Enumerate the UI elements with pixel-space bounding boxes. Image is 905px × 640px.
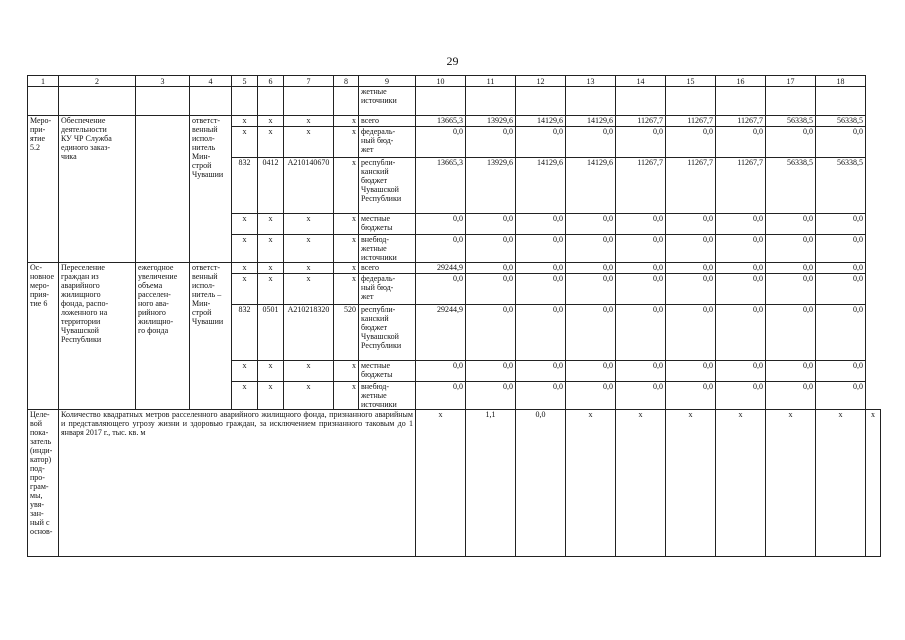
- amount-cell: 0,0: [766, 361, 816, 382]
- amount-cell: 0,0: [766, 235, 816, 263]
- empty-cell: [59, 87, 136, 116]
- grbs-code: x: [232, 116, 258, 127]
- indicator-value: x: [816, 410, 866, 557]
- indicator-value: x: [716, 410, 766, 557]
- amount-cell: 0,0: [666, 235, 716, 263]
- amount-cell: 0,0: [616, 127, 666, 158]
- grbs-code: 832: [232, 158, 258, 214]
- source-cell: жетные источники: [359, 87, 416, 116]
- section-code: x: [258, 116, 284, 127]
- column-number-header: 1: [28, 76, 59, 87]
- amount-cell: 0,0: [616, 382, 666, 410]
- amount-cell: 0,0: [466, 274, 516, 305]
- column-number-header: 6: [258, 76, 284, 87]
- grbs-code: x: [232, 235, 258, 263]
- amount-cell: 13929,6: [466, 116, 516, 127]
- target-article-code: x: [284, 382, 334, 410]
- amount-cell: 0,0: [416, 235, 466, 263]
- amount-cell: 0,0: [566, 127, 616, 158]
- amount-cell: 0,0: [716, 127, 766, 158]
- column-number-header: 13: [566, 76, 616, 87]
- funding-source: всего: [359, 263, 416, 274]
- target-article-code: x: [284, 116, 334, 127]
- amount-cell: 0,0: [516, 361, 566, 382]
- expense-type-code: x: [334, 382, 359, 410]
- amount-cell: 0,0: [616, 214, 666, 235]
- funding-source: местные бюджеты: [359, 214, 416, 235]
- empty-cell: [516, 87, 566, 116]
- amount-cell: 0,0: [816, 305, 866, 361]
- amount-cell: 0,0: [816, 382, 866, 410]
- amount-cell: 0,0: [816, 263, 866, 274]
- amount-cell: 0,0: [766, 263, 816, 274]
- grbs-code: x: [232, 127, 258, 158]
- amount-cell: 0,0: [516, 127, 566, 158]
- measure-5-2-code: Меро- при- ятие 5.2: [28, 116, 59, 263]
- amount-cell: 13665,3: [416, 116, 466, 127]
- section-code: 0412: [258, 158, 284, 214]
- expense-type-code: x: [334, 235, 359, 263]
- indicator-value: x: [616, 410, 666, 557]
- amount-cell: 0,0: [416, 361, 466, 382]
- amount-cell: 0,0: [466, 382, 516, 410]
- section-code: x: [258, 235, 284, 263]
- measure-5-2-goal: [136, 116, 190, 263]
- amount-cell: 11267,7: [666, 158, 716, 214]
- amount-cell: 0,0: [666, 263, 716, 274]
- budget-table: [27, 75, 881, 557]
- amount-cell: 0,0: [766, 127, 816, 158]
- target-article-code: x: [284, 361, 334, 382]
- page-number: 29: [446, 54, 459, 68]
- amount-cell: 0,0: [516, 274, 566, 305]
- main-measure-6-executor: ответст- венный испол- нитель – Мин- строй Чувашии: [190, 263, 232, 410]
- amount-cell: 0,0: [616, 235, 666, 263]
- amount-cell: 0,0: [816, 127, 866, 158]
- section-code: x: [258, 214, 284, 235]
- main-measure-6-row: [28, 263, 881, 274]
- amount-cell: 0,0: [466, 235, 516, 263]
- target-article-code: А210140670: [284, 158, 334, 214]
- target-article-code: x: [284, 127, 334, 158]
- amount-cell: 11267,7: [716, 116, 766, 127]
- amount-cell: 29244,9: [416, 305, 466, 361]
- target-article-code: x: [284, 263, 334, 274]
- amount-cell: 0,0: [716, 263, 766, 274]
- amount-cell: 14129,6: [566, 158, 616, 214]
- section-code: x: [258, 127, 284, 158]
- expense-type-code: x: [334, 361, 359, 382]
- amount-cell: 11267,7: [616, 158, 666, 214]
- empty-cell: [136, 87, 190, 116]
- column-number-header: 8: [334, 76, 359, 87]
- target-indicator-row: [28, 410, 881, 557]
- empty-cell: [466, 87, 516, 116]
- column-number-header: 16: [716, 76, 766, 87]
- amount-cell: 0,0: [466, 361, 516, 382]
- amount-cell: 0,0: [716, 214, 766, 235]
- indicator-value: x: [416, 410, 466, 557]
- main-measure-6-code: Ос- новное меро- прия- тие 6: [28, 263, 59, 410]
- indicator-value: x: [666, 410, 716, 557]
- amount-cell: 0,0: [416, 274, 466, 305]
- indicator-value: 0,0: [516, 410, 566, 557]
- amount-cell: 14129,6: [516, 158, 566, 214]
- amount-cell: 56338,5: [766, 158, 816, 214]
- column-number-header: 7: [284, 76, 334, 87]
- grbs-code: x: [232, 263, 258, 274]
- amount-cell: 0,0: [566, 214, 616, 235]
- amount-cell: 0,0: [716, 305, 766, 361]
- amount-cell: 13929,6: [466, 158, 516, 214]
- amount-cell: 0,0: [816, 361, 866, 382]
- amount-cell: 0,0: [416, 382, 466, 410]
- indicator-value: x: [766, 410, 816, 557]
- amount-cell: 0,0: [466, 127, 516, 158]
- expense-type-code: 520: [334, 305, 359, 361]
- column-number-header: 3: [136, 76, 190, 87]
- grbs-code: 832: [232, 305, 258, 361]
- amount-cell: 0,0: [566, 382, 616, 410]
- indicator-value: x: [566, 410, 616, 557]
- empty-cell: [716, 87, 766, 116]
- amount-cell: 0,0: [766, 274, 816, 305]
- amount-cell: 0,0: [466, 214, 516, 235]
- expense-type-code: x: [334, 263, 359, 274]
- amount-cell: 0,0: [766, 214, 816, 235]
- amount-cell: 0,0: [566, 263, 616, 274]
- column-number-header: 11: [466, 76, 516, 87]
- amount-cell: 0,0: [666, 274, 716, 305]
- empty-cell: [284, 87, 334, 116]
- expense-type-code: x: [334, 127, 359, 158]
- target-article-code: x: [284, 235, 334, 263]
- amount-cell: 0,0: [516, 305, 566, 361]
- funding-source: внебюд- жетные источники: [359, 382, 416, 410]
- amount-cell: 0,0: [566, 361, 616, 382]
- measure-5-2-name: Обеспечение деятельности КУ ЧР Служба единого заказ- чика: [59, 116, 136, 263]
- funding-source: федераль- ный бюд- жет: [359, 127, 416, 158]
- grbs-code: x: [232, 214, 258, 235]
- empty-cell: [566, 87, 616, 116]
- amount-cell: 0,0: [416, 214, 466, 235]
- funding-source: республи- канский бюджет Чувашской Республики: [359, 305, 416, 361]
- amount-cell: 0,0: [766, 305, 816, 361]
- amount-cell: 0,0: [716, 235, 766, 263]
- amount-cell: 14129,6: [516, 116, 566, 127]
- amount-cell: 11267,7: [716, 158, 766, 214]
- empty-cell: [258, 87, 284, 116]
- funding-source: всего: [359, 116, 416, 127]
- amount-cell: 13665,3: [416, 158, 466, 214]
- column-number-header: 2: [59, 76, 136, 87]
- amount-cell: 0,0: [616, 274, 666, 305]
- grbs-code: x: [232, 382, 258, 410]
- empty-cell: [616, 87, 666, 116]
- amount-cell: 56338,5: [816, 116, 866, 127]
- amount-cell: 0,0: [816, 214, 866, 235]
- column-number-header: 18: [816, 76, 866, 87]
- target-article-code: А210218320: [284, 305, 334, 361]
- amount-cell: 0,0: [516, 382, 566, 410]
- column-number-header: 4: [190, 76, 232, 87]
- amount-cell: 0,0: [666, 127, 716, 158]
- empty-cell: [190, 87, 232, 116]
- funding-source: республи- канский бюджет Чувашской Республики: [359, 158, 416, 214]
- column-number-header: 5: [232, 76, 258, 87]
- amount-cell: 0,0: [666, 382, 716, 410]
- main-measure-6-name: Переселение граждан из аварийного жилищного фонда, распо- ложенного на территории Чувашской Республики: [59, 263, 136, 410]
- amount-cell: 0,0: [816, 274, 866, 305]
- target-indicator-description: Количество квадратных метров расселенного аварийного жилищного фонда, признанного аварийным и представляющего угрозу жизни и здоровью граждан, за исключением признанного таковым до 1 января 2017 г., тыс. кв. м: [59, 410, 416, 557]
- target-article-code: x: [284, 274, 334, 305]
- carry-over-row: [28, 87, 881, 116]
- empty-cell: [334, 87, 359, 116]
- amount-cell: 0,0: [716, 361, 766, 382]
- amount-cell: 0,0: [516, 263, 566, 274]
- column-number-header: 10: [416, 76, 466, 87]
- amount-cell: 0,0: [516, 214, 566, 235]
- expense-type-code: x: [334, 274, 359, 305]
- funding-source: федераль- ный бюд- жет: [359, 274, 416, 305]
- amount-cell: 11267,7: [666, 116, 716, 127]
- column-number-header: 17: [766, 76, 816, 87]
- amount-cell: 0,0: [816, 235, 866, 263]
- amount-cell: 0,0: [666, 214, 716, 235]
- indicator-value: 1,1: [466, 410, 516, 557]
- amount-cell: 0,0: [566, 305, 616, 361]
- expense-type-code: x: [334, 116, 359, 127]
- column-number-header: 12: [516, 76, 566, 87]
- amount-cell: 0,0: [666, 361, 716, 382]
- amount-cell: 0,0: [416, 127, 466, 158]
- section-code: x: [258, 274, 284, 305]
- amount-cell: 0,0: [616, 361, 666, 382]
- section-code: 0501: [258, 305, 284, 361]
- target-article-code: x: [284, 214, 334, 235]
- amount-cell: 0,0: [716, 274, 766, 305]
- target-indicator-label: Целе- вой пока- затель (инди- катор) под- про- грам- мы, увя- зан- ный с основ-: [28, 410, 59, 557]
- amount-cell: 14129,6: [566, 116, 616, 127]
- amount-cell: 0,0: [516, 235, 566, 263]
- amount-cell: 56338,5: [766, 116, 816, 127]
- amount-cell: 0,0: [766, 382, 816, 410]
- amount-cell: 0,0: [566, 235, 616, 263]
- column-number-header: 9: [359, 76, 416, 87]
- amount-cell: 0,0: [616, 263, 666, 274]
- grbs-code: x: [232, 361, 258, 382]
- section-code: x: [258, 263, 284, 274]
- grbs-code: x: [232, 274, 258, 305]
- indicator-value: x: [866, 410, 881, 557]
- expense-type-code: x: [334, 158, 359, 214]
- amount-cell: 0,0: [566, 274, 616, 305]
- empty-cell: [28, 87, 59, 116]
- amount-cell: 11267,7: [616, 116, 666, 127]
- empty-cell: [232, 87, 258, 116]
- header-row: [28, 76, 881, 87]
- empty-cell: [416, 87, 466, 116]
- empty-cell: [666, 87, 716, 116]
- amount-cell: 0,0: [716, 382, 766, 410]
- section-code: x: [258, 382, 284, 410]
- measure-5-2-executor: ответст- венный испол- нитель Мин- строй Чувашии: [190, 116, 232, 263]
- amount-cell: 0,0: [616, 305, 666, 361]
- measure-5-2-row: [28, 116, 881, 127]
- amount-cell: 0,0: [466, 263, 516, 274]
- amount-cell: 0,0: [466, 305, 516, 361]
- expense-type-code: x: [334, 214, 359, 235]
- column-number-header: 15: [666, 76, 716, 87]
- main-measure-6-goal: ежегодное увеличение объема расселен- ного ава- рийного жилищно- го фонда: [136, 263, 190, 410]
- funding-source: местные бюджеты: [359, 361, 416, 382]
- amount-cell: 56338,5: [816, 158, 866, 214]
- section-code: x: [258, 361, 284, 382]
- amount-cell: 0,0: [666, 305, 716, 361]
- column-number-header: 14: [616, 76, 666, 87]
- funding-source: внебюд- жетные источники: [359, 235, 416, 263]
- amount-cell: 29244,9: [416, 263, 466, 274]
- empty-cell: [816, 87, 866, 116]
- empty-cell: [766, 87, 816, 116]
